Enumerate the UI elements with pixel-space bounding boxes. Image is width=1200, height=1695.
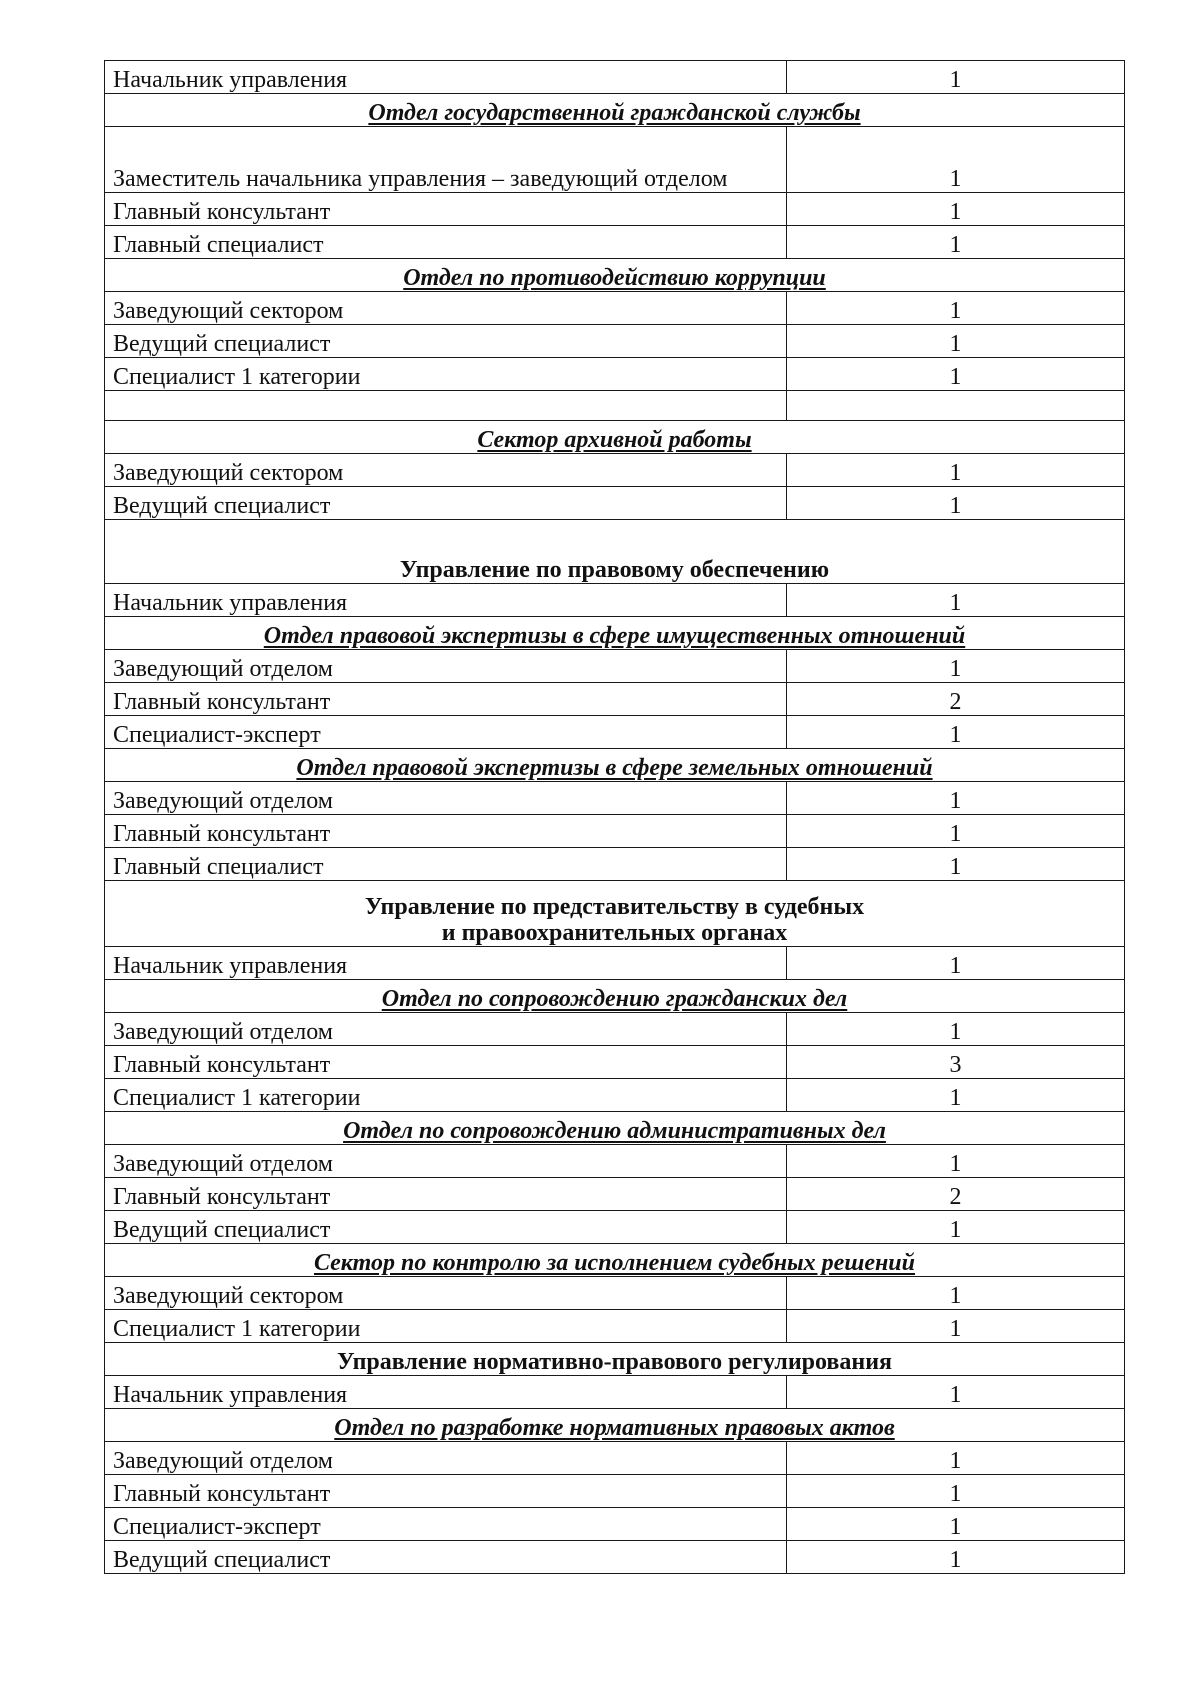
position-name: Главный консультант	[105, 1046, 787, 1079]
department-heading: Отдел правовой экспертизы в сфере имущественных отношений	[105, 617, 1125, 650]
table-row	[105, 226, 1125, 259]
position-count: 1	[787, 650, 1125, 683]
table-row	[105, 1475, 1125, 1508]
position-name: Ведущий специалист	[105, 325, 787, 358]
table-row	[105, 193, 1125, 226]
management-heading-row	[105, 1343, 1125, 1376]
table-row	[105, 683, 1125, 716]
table-row	[105, 1376, 1125, 1409]
position-count: 1	[787, 584, 1125, 617]
position-name: Заместитель начальника управления – заведующий отделом	[105, 127, 787, 193]
empty-cell	[787, 391, 1125, 421]
section-heading-row	[105, 259, 1125, 292]
position-name: Главный специалист	[105, 848, 787, 881]
table-row	[105, 127, 1125, 193]
table-row	[105, 1508, 1125, 1541]
management-heading: Управление по правовому обеспечению	[105, 520, 1125, 584]
position-name: Заведующий отделом	[105, 1013, 787, 1046]
position-count: 1	[787, 815, 1125, 848]
section-heading-row	[105, 617, 1125, 650]
section-heading-row	[105, 421, 1125, 454]
position-name: Ведущий специалист	[105, 1541, 787, 1574]
table-row	[105, 1178, 1125, 1211]
section-heading-row	[105, 749, 1125, 782]
position-count: 1	[787, 1376, 1125, 1409]
section-heading-row	[105, 94, 1125, 127]
section-heading-row	[105, 1409, 1125, 1442]
management-heading	[105, 881, 1125, 947]
position-count: 1	[787, 1541, 1125, 1574]
position-name: Главный консультант	[105, 193, 787, 226]
position-count: 2	[787, 683, 1125, 716]
position-name: Главный консультант	[105, 815, 787, 848]
position-name: Заведующий отделом	[105, 782, 787, 815]
department-heading: Отдел правовой экспертизы в сфере земельных отношений	[105, 749, 1125, 782]
position-count: 1	[787, 358, 1125, 391]
table-row	[105, 1211, 1125, 1244]
table-row	[105, 487, 1125, 520]
position-name: Заведующий отделом	[105, 650, 787, 683]
position-count: 1	[787, 1508, 1125, 1541]
position-name: Специалист 1 категории	[105, 1310, 787, 1343]
staff-table	[104, 60, 1125, 1574]
position-name: Главный консультант	[105, 683, 787, 716]
table-row	[105, 1541, 1125, 1574]
position-name: Главный консультант	[105, 1475, 787, 1508]
position-name: Начальник управления	[105, 61, 787, 94]
position-name: Главный специалист	[105, 226, 787, 259]
position-name: Специалист 1 категории	[105, 1079, 787, 1112]
position-name: Заведующий сектором	[105, 292, 787, 325]
section-heading-row	[105, 1244, 1125, 1277]
department-heading: Отдел по противодействию коррупции	[105, 259, 1125, 292]
department-heading: Отдел государственной гражданской службы	[105, 94, 1125, 127]
management-heading: Управление нормативно-правового регулирования	[105, 1343, 1125, 1376]
management-heading-line: и правоохранительных органах	[441, 920, 788, 946]
management-heading-line: Управление по представительству в судебных	[364, 894, 865, 920]
position-name: Специалист 1 категории	[105, 358, 787, 391]
position-name: Заведующий отделом	[105, 1442, 787, 1475]
table-row	[105, 782, 1125, 815]
position-count: 1	[787, 1013, 1125, 1046]
position-count: 2	[787, 1178, 1125, 1211]
position-count: 1	[787, 127, 1125, 193]
empty-row	[105, 391, 1125, 421]
position-count: 1	[787, 1475, 1125, 1508]
table-row	[105, 1277, 1125, 1310]
department-heading: Отдел по сопровождению административных дел	[105, 1112, 1125, 1145]
position-name: Главный консультант	[105, 1178, 787, 1211]
table-row	[105, 947, 1125, 980]
table-row	[105, 292, 1125, 325]
position-count: 1	[787, 487, 1125, 520]
table-row	[105, 1442, 1125, 1475]
table-row	[105, 1046, 1125, 1079]
position-count: 1	[787, 1079, 1125, 1112]
table-row	[105, 650, 1125, 683]
position-count: 1	[787, 782, 1125, 815]
position-count: 1	[787, 226, 1125, 259]
position-count: 1	[787, 1310, 1125, 1343]
position-name: Начальник управления	[105, 584, 787, 617]
table-row	[105, 61, 1125, 94]
position-count: 1	[787, 1277, 1125, 1310]
position-count: 1	[787, 848, 1125, 881]
empty-cell	[105, 391, 787, 421]
position-name: Ведущий специалист	[105, 487, 787, 520]
table-row	[105, 358, 1125, 391]
position-name: Специалист-эксперт	[105, 716, 787, 749]
position-count: 1	[787, 1211, 1125, 1244]
table-row	[105, 1079, 1125, 1112]
position-count: 1	[787, 1145, 1125, 1178]
department-heading: Отдел по сопровождению гражданских дел	[105, 980, 1125, 1013]
position-name: Заведующий отделом	[105, 1145, 787, 1178]
management-heading-row	[105, 881, 1125, 947]
position-name: Начальник управления	[105, 947, 787, 980]
table-row	[105, 1310, 1125, 1343]
position-count: 1	[787, 1442, 1125, 1475]
position-count: 1	[787, 292, 1125, 325]
position-count: 3	[787, 1046, 1125, 1079]
position-count: 1	[787, 947, 1125, 980]
department-heading: Отдел по разработке нормативных правовых актов	[105, 1409, 1125, 1442]
table-row	[105, 815, 1125, 848]
section-heading-row	[105, 1112, 1125, 1145]
position-name: Ведущий специалист	[105, 1211, 787, 1244]
position-count: 1	[787, 61, 1125, 94]
section-heading-row	[105, 980, 1125, 1013]
table-row	[105, 584, 1125, 617]
position-name: Заведующий сектором	[105, 1277, 787, 1310]
table-row	[105, 848, 1125, 881]
table-row	[105, 1013, 1125, 1046]
table-row	[105, 454, 1125, 487]
table-row	[105, 1145, 1125, 1178]
management-heading-row	[105, 520, 1125, 584]
position-name: Начальник управления	[105, 1376, 787, 1409]
position-name: Заведующий сектором	[105, 454, 787, 487]
table-row	[105, 716, 1125, 749]
position-count: 1	[787, 325, 1125, 358]
position-name: Специалист-эксперт	[105, 1508, 787, 1541]
position-count: 1	[787, 454, 1125, 487]
position-count: 1	[787, 716, 1125, 749]
table-row	[105, 325, 1125, 358]
department-heading: Сектор по контролю за исполнением судебных решений	[105, 1244, 1125, 1277]
department-heading: Сектор архивной работы	[105, 421, 1125, 454]
position-count: 1	[787, 193, 1125, 226]
